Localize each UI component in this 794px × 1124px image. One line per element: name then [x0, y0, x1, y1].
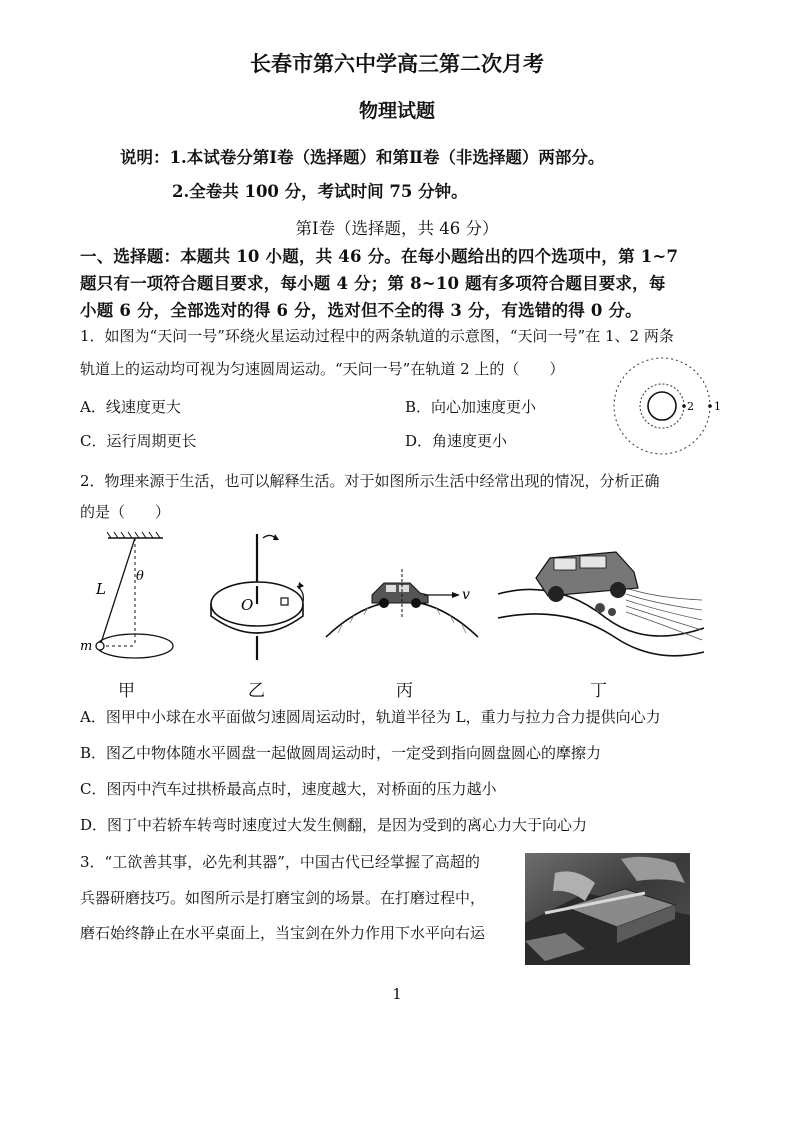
- q1-option-a: A．线速度更大: [80, 398, 181, 416]
- outer-orbit: [614, 358, 710, 454]
- figure-yi-rotating-disc: [205, 528, 315, 668]
- inner-orbit: [640, 384, 684, 428]
- q2-stem-line-1: 2．物理来源于生活，也可以解释生活。对于如图所示生活中经常出现的情况，分析正确: [80, 472, 660, 490]
- figure-label-bing: 丙: [396, 681, 413, 701]
- instruction-line-2: 题只有一项符合题目要求，每小题 4 分；第 8~10 题有多项符合题目要求，每: [80, 274, 666, 293]
- orbit-figure: [600, 350, 730, 462]
- exam-title: 长春市第六中学高三第二次月考: [250, 51, 544, 76]
- q1-option-d: D．角速度更小: [405, 432, 508, 450]
- q3-stem-line-1: 3．“工欲善其事，必先利其器”，中国古代已经掌握了高超的: [80, 853, 480, 871]
- orbit-label-2: 2: [687, 400, 694, 413]
- q1-stem-line-1: 1．如图为“天问一号”环绕火星运动过程中的两条轨道的示意图，“天问一号”在 1、2 两条: [80, 327, 674, 345]
- q3-stem-line-3: 磨石始终静止在水平桌面上，当宝剑在外力作用下水平向右运: [80, 924, 486, 942]
- q1-stem-line-2: 轨道上的运动均可视为匀速圆周运动。“天问一号”在轨道 2 上的（ ）: [80, 360, 565, 378]
- probe-on-orbit-1: [708, 404, 712, 408]
- q2-option-b: B．图乙中物体随水平圆盘一起做圆周运动时，一定受到指向圆盘圆心的摩擦力: [80, 744, 602, 762]
- orbit-label-1: 1: [714, 400, 721, 413]
- label-L: L: [96, 580, 106, 598]
- exam-subtitle: 物理试题: [358, 100, 435, 122]
- label-theta: θ: [136, 569, 144, 584]
- q2-option-c: C．图丙中汽车过拱桥最高点时，速度越大，对桥面的压力越小: [80, 780, 497, 798]
- note-line-2: 2.全卷共 100 分，考试时间 75 分钟。: [172, 182, 468, 201]
- page-number: 1: [392, 985, 402, 1003]
- figure-bing-car-on-bridge: [322, 555, 482, 645]
- section-heading: 第Ⅰ卷（选择题，共 46 分）: [295, 219, 499, 238]
- mars-planet: [648, 392, 676, 420]
- instruction-line-1: 一、选择题：本题共 10 小题，共 46 分。在每小题给出的四个选项中，第 1~7: [80, 247, 679, 266]
- figure-jia-conical-pendulum: [78, 528, 188, 668]
- q2-stem-line-2: 的是（ ）: [80, 503, 171, 521]
- q2-option-d: D．图丁中若轿车转弯时速度过大发生侧翻，是因为受到的离心力大于向心力: [80, 816, 588, 834]
- figure-label-yi: 乙: [248, 681, 265, 701]
- figure-label-ding: 丁: [590, 681, 607, 701]
- figure-ding-car-turning: [496, 528, 706, 668]
- label-v: v: [462, 587, 470, 603]
- label-O: O: [241, 596, 254, 614]
- q1-option-b: B．向心加速度更小: [405, 398, 537, 416]
- instruction-line-3: 小题 6 分，全部选对的得 6 分，选对但不全的得 3 分，有选错的得 0 分。: [80, 301, 642, 320]
- probe-on-orbit-2: [682, 404, 686, 408]
- note-line-1: 说明：1.本试卷分第Ⅰ卷（选择题）和第Ⅱ卷（非选择题）两部分。: [120, 148, 605, 167]
- label-m: m: [80, 639, 93, 654]
- q3-stem-line-2: 兵器研磨技巧。如图所示是打磨宝剑的场景。在打磨过程中，: [80, 889, 486, 907]
- q1-option-c: C．运行周期更长: [80, 432, 197, 450]
- figure-label-jia: 甲: [118, 681, 135, 701]
- q2-option-a: A．图甲中小球在水平面做匀速圆周运动时，轨道半径为 L，重力与拉力合力提供向心力: [80, 708, 661, 726]
- sword-grinding-photo: [525, 853, 690, 965]
